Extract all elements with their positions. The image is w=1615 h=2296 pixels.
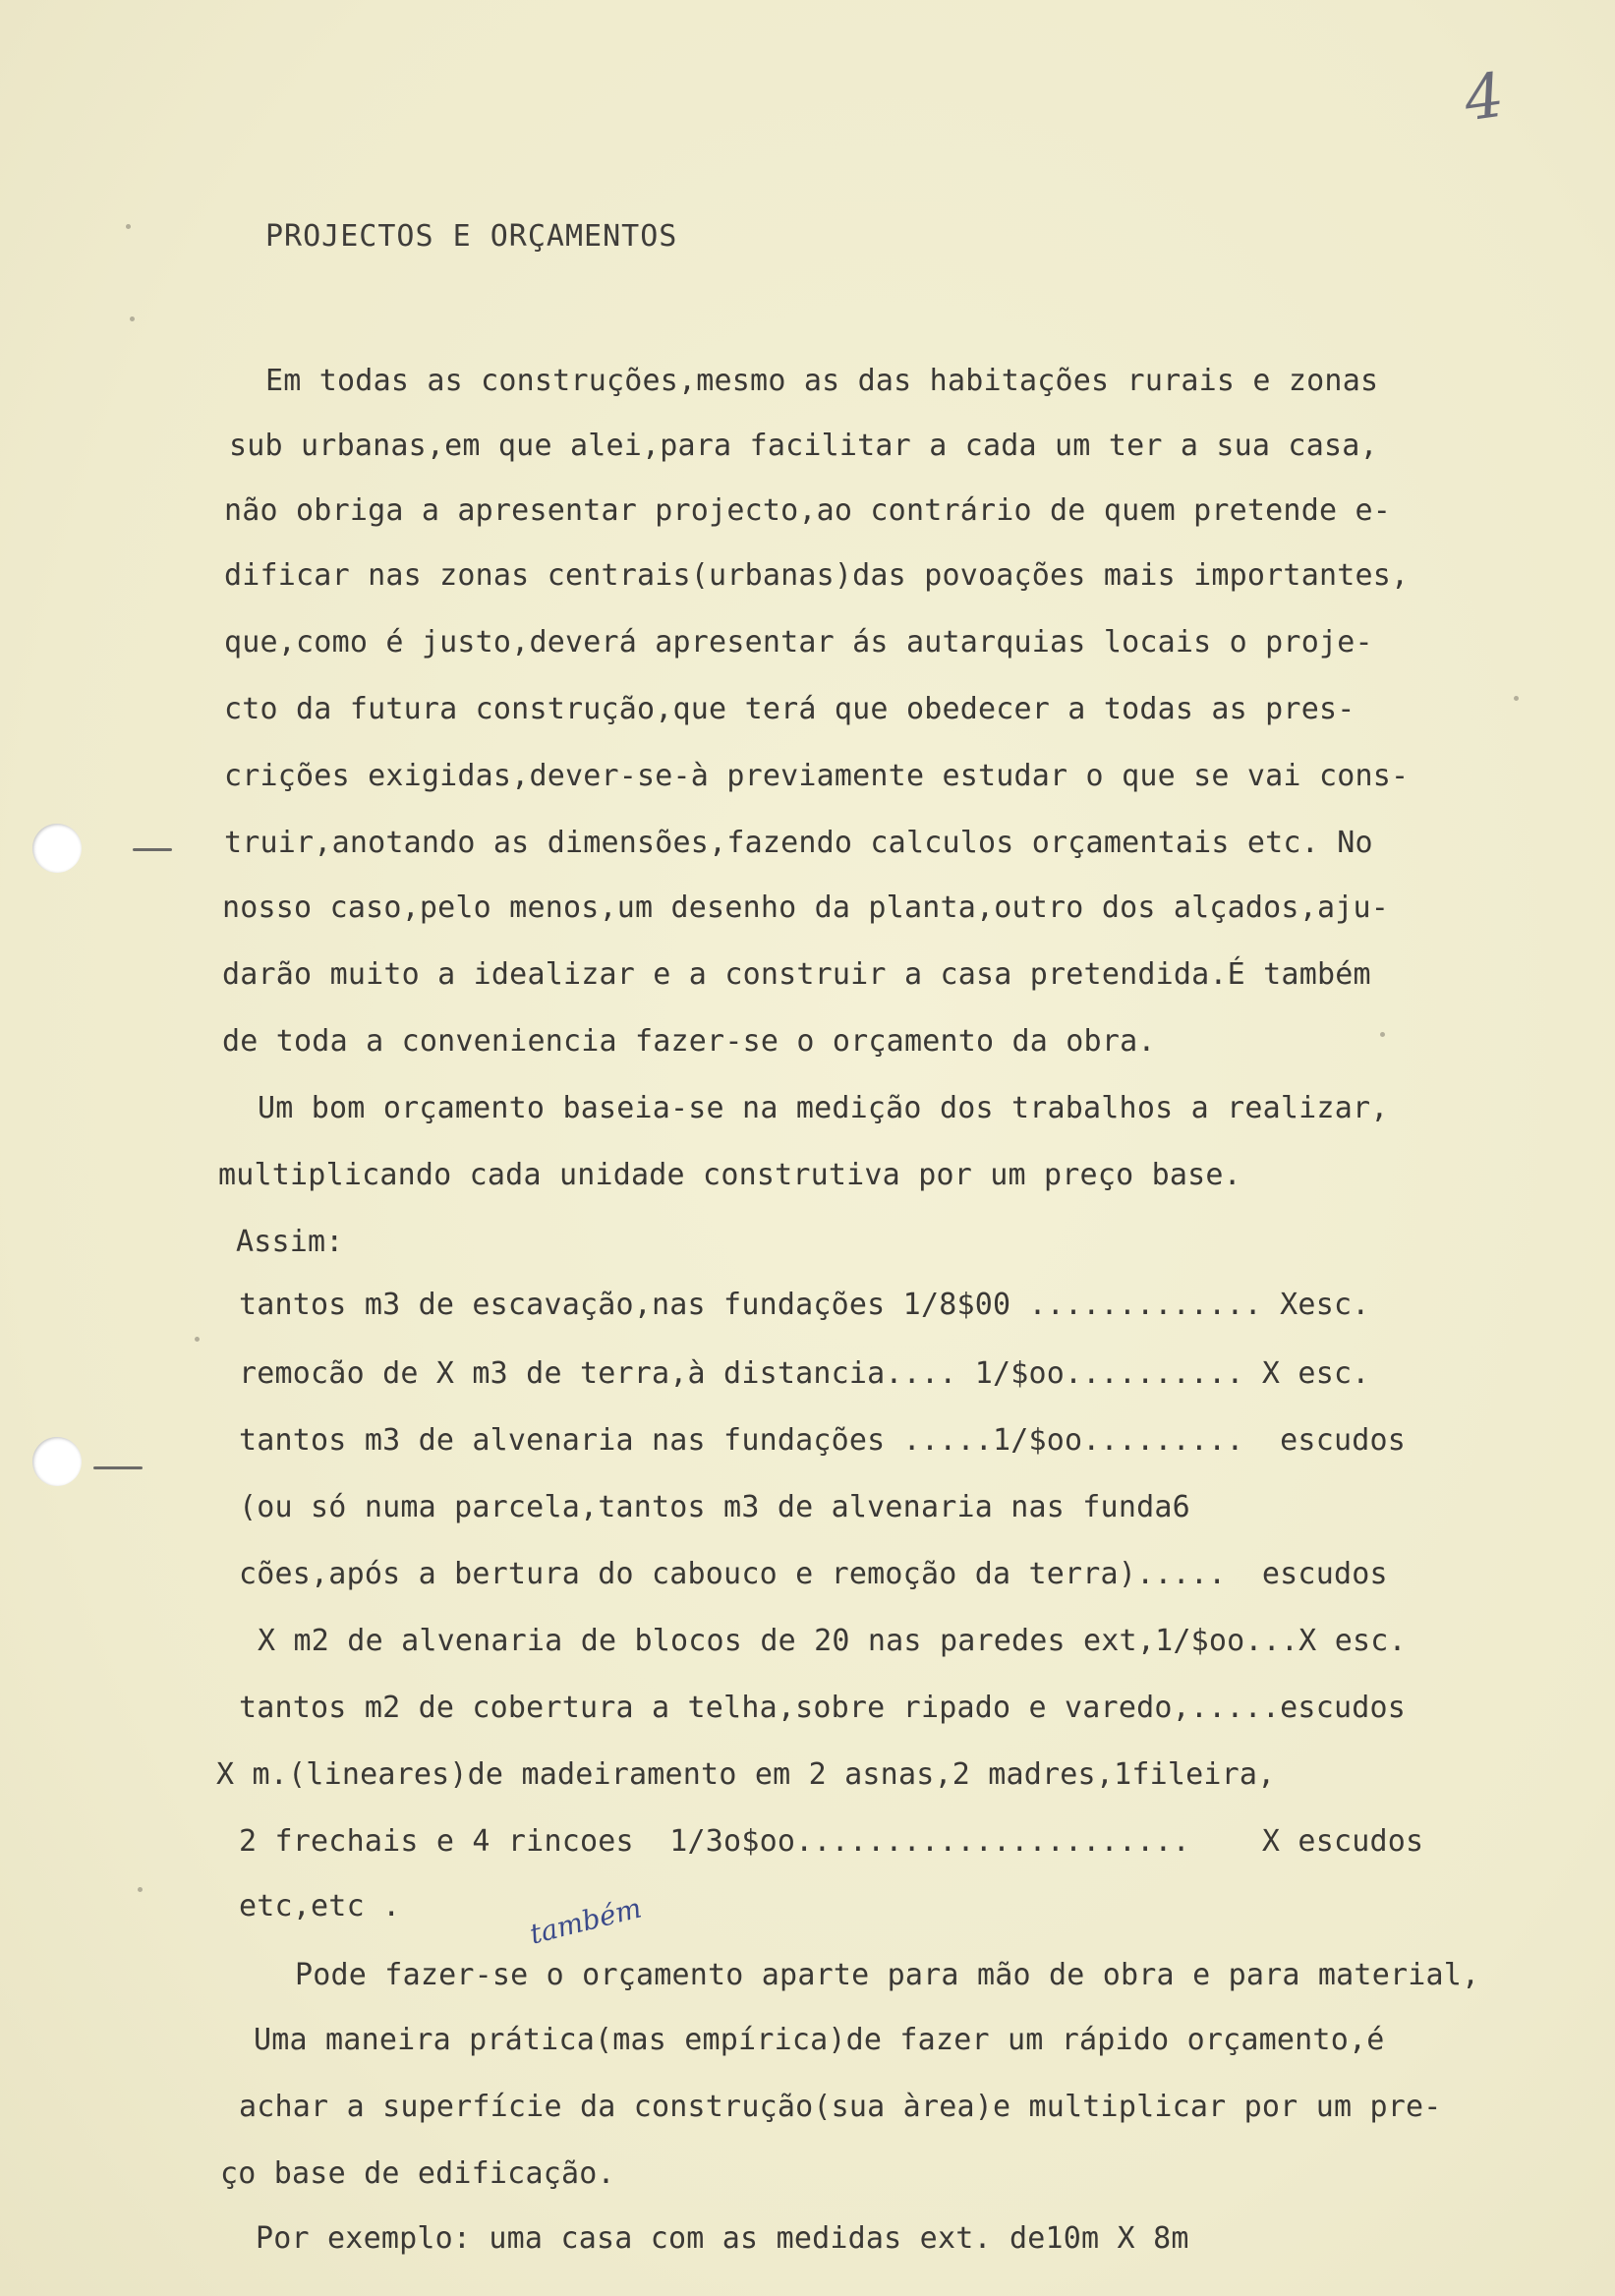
page-number: 4 [1460,58,1509,136]
paper-speck [126,224,131,229]
text-line: ço base de edificação. [220,2156,615,2191]
budget-item: X m2 de alvenaria de blocos de 20 nas paredes ext,1/$oo...X esc. [258,1624,1407,1658]
budget-item: cões,após a bertura do cabouco e remoção da terra)..... escudos [239,1557,1388,1591]
punch-hole [32,1437,82,1486]
text-line: achar a superfície da construção(sua àrea)e multiplicar por um pre- [239,2090,1442,2124]
budget-item: (ou só numa parcela,tantos m3 de alvenaria nas funda6 [239,1490,1190,1524]
punch-hole [32,824,82,873]
margin-mark [93,1466,143,1469]
text-line: etc,etc . [239,1889,401,1923]
text-line: Uma maneira prática(mas empírica)de fazer um rápido orçamento,é [254,2023,1385,2057]
text-line: de toda a conveniencia fazer-se o orçamento da obra. [222,1024,1156,1059]
text-line: que,como é justo,deverá apresentar ás autarquias locais o proje- [224,625,1373,660]
text-line: não obriga a apresentar projecto,ao contrário de quem pretende e- [224,493,1391,528]
budget-item: 2 frechais e 4 rincoes 1/3o$oo...................... X escudos [239,1824,1424,1859]
paper-speck [195,1337,200,1342]
budget-item: X m.(lineares)de madeiramento em 2 asnas,2 madres,1fileira, [216,1757,1276,1792]
text-line: Assim: [236,1225,344,1259]
paper-speck [1380,1032,1385,1037]
budget-item: remocão de X m3 de terra,à distancia.... 1/$oo.......... X esc. [239,1356,1370,1391]
text-line: crições exigidas,dever-se-à previamente estudar o que se vai cons- [224,759,1410,793]
budget-item: tantos m3 de escavação,nas fundações 1/8$00 ............. Xesc. [239,1288,1370,1322]
text-line: cto da futura construção,que terá que obedecer a todas as pres- [224,692,1355,726]
text-line: nosso caso,pelo menos,um desenho da planta,outro dos alçados,aju- [222,890,1389,925]
paper-speck [1514,696,1519,701]
text-line: darão muito a idealizar e a construir a casa pretendida.É também [222,957,1371,992]
text-line: Em todas as construções,mesmo as das habitações rurais e zonas [265,364,1379,398]
text-line: Um bom orçamento baseia-se na medição dos trabalhos a realizar, [258,1091,1389,1125]
budget-item: tantos m3 de alvenaria nas fundações .....1/$oo......... escudos [239,1423,1406,1458]
margin-mark [133,848,172,851]
text-line: dificar nas zonas centrais(urbanas)das povoações mais importantes, [224,558,1410,593]
handwritten-insertion: também [526,1891,645,1951]
budget-item: tantos m2 de cobertura a telha,sobre ripado e varedo,.....escudos [239,1691,1406,1725]
text-line: Pode fazer-se o orçamento aparte para mão de obra e para material, [295,1958,1480,1992]
text-line: Por exemplo: uma casa com as medidas ext. de10m X 8m [256,2221,1189,2256]
paper-speck [130,316,135,321]
text-line: truir,anotando as dimensões,fazendo calculos orçamentais etc. No [224,826,1373,860]
paper-speck [138,1887,143,1892]
text-line: sub urbanas,em que alei,para facilitar a cada um ter a sua casa, [229,429,1378,463]
text-line: multiplicando cada unidade construtiva por um preço base. [218,1158,1241,1192]
document-title: PROJECTOS E ORÇAMENTOS [265,219,678,254]
